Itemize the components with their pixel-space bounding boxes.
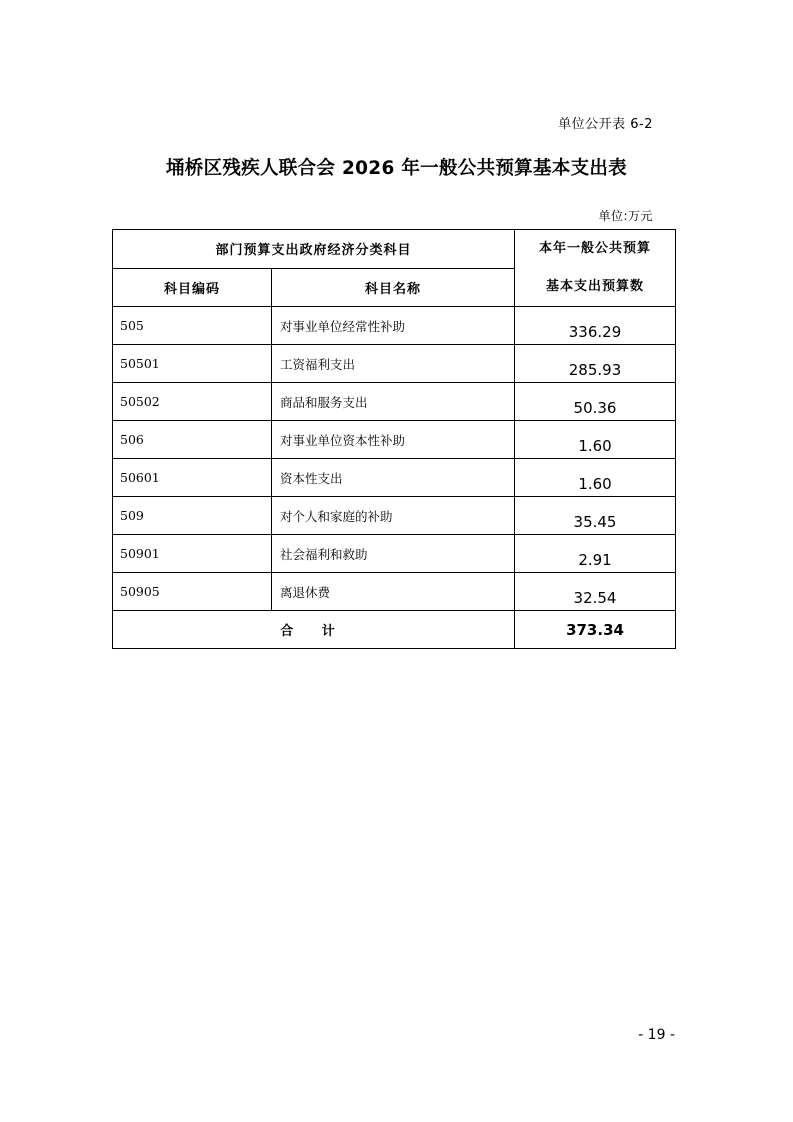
row-code: 50901	[113, 535, 272, 573]
row-code: 506	[113, 421, 272, 459]
table-row	[113, 421, 676, 459]
row-code: 50601	[113, 459, 272, 497]
row-name: 商品和服务支出	[272, 383, 515, 421]
row-code: 50502	[113, 383, 272, 421]
total-row	[113, 611, 676, 649]
table-row	[113, 459, 676, 497]
row-code: 50905	[113, 573, 272, 611]
row-amount: 1.60	[515, 421, 676, 459]
table-row	[113, 383, 676, 421]
table-row	[113, 573, 676, 611]
name-column-header: 科目名称	[272, 268, 515, 307]
row-amount: 35.45	[515, 497, 676, 535]
row-name: 社会福利和救助	[272, 535, 515, 573]
row-amount: 32.54	[515, 573, 676, 611]
row-code: 505	[113, 307, 272, 345]
row-name: 对事业单位资本性补助	[272, 421, 515, 459]
form-code: 单位公开表 6-2	[558, 117, 653, 132]
table-row	[113, 307, 676, 345]
table-header-row	[113, 230, 676, 269]
page-number: - 19 -	[638, 1027, 675, 1043]
row-name: 离退休费	[272, 573, 515, 611]
code-column-header: 科目编码	[113, 268, 272, 307]
row-amount: 336.29	[515, 307, 676, 345]
amount-column-header	[515, 230, 676, 307]
row-name: 资本性支出	[272, 459, 515, 497]
table-row	[113, 535, 676, 573]
table-row	[113, 497, 676, 535]
row-name: 对事业单位经常性补助	[272, 307, 515, 345]
unit-label: 单位:万元	[598, 209, 653, 223]
row-name: 工资福利支出	[272, 345, 515, 383]
row-amount: 285.93	[515, 345, 676, 383]
row-code: 50501	[113, 345, 272, 383]
row-amount: 2.91	[515, 535, 676, 573]
page-title: 埇桥区残疾人联合会 2026 年一般公共预算基本支出表	[166, 158, 627, 179]
group-header: 部门预算支出政府经济分类科目	[113, 230, 515, 269]
amount-header-text: 本年一般公共预算基本支出预算数	[539, 241, 652, 294]
row-amount: 1.60	[515, 459, 676, 497]
total-label: 合 计	[113, 611, 515, 649]
budget-table	[112, 229, 676, 649]
row-name: 对个人和家庭的补助	[272, 497, 515, 535]
table-row	[113, 345, 676, 383]
total-amount: 373.34	[515, 611, 676, 649]
row-code: 509	[113, 497, 272, 535]
row-amount: 50.36	[515, 383, 676, 421]
